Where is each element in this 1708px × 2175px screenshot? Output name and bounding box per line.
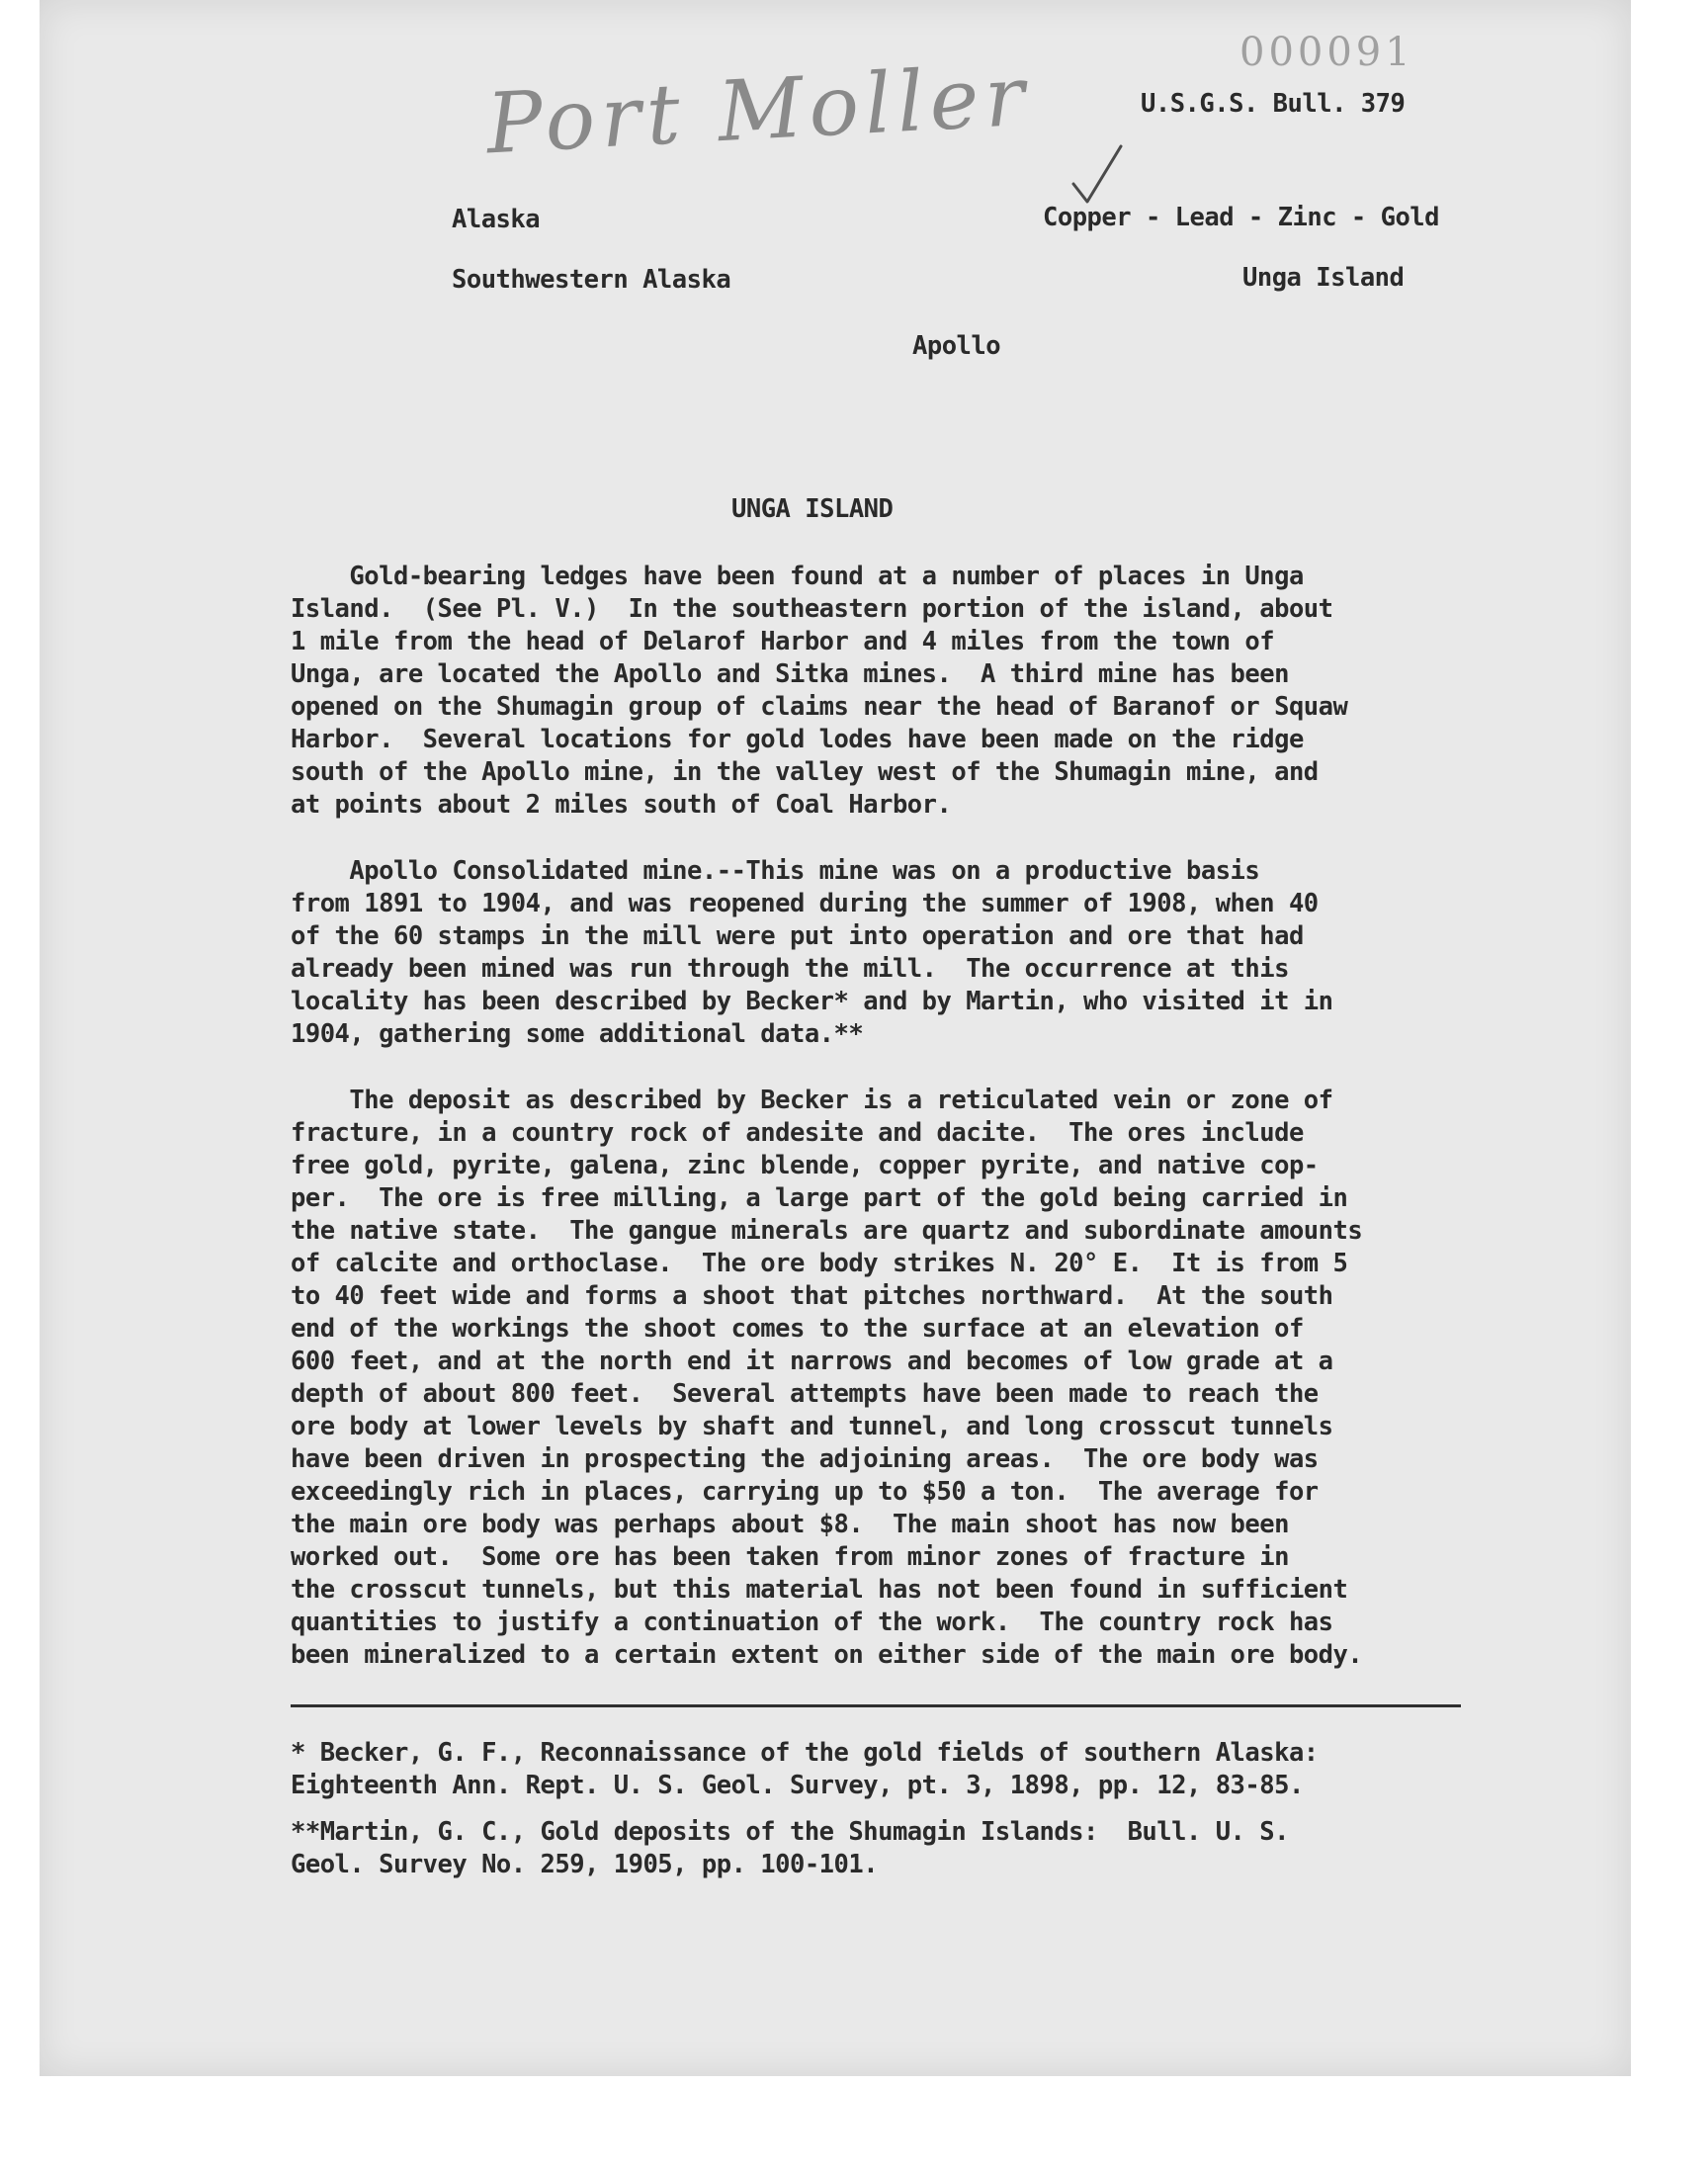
commodities-label: Copper - Lead - Zinc - Gold — [1043, 203, 1440, 232]
paragraph-line: the native state. The gangue minerals are quartz and subordinate amounts — [291, 1216, 1363, 1246]
paragraph-line: 1 mile from the head of Delarof Harbor and 4 miles from the town of — [291, 627, 1275, 656]
footnote-line: * Becker, G. F., Reconnaissance of the gold fields of southern Alaska: — [291, 1738, 1319, 1768]
paragraph-line: to 40 feet wide and forms a shoot that pitches northward. At the south — [291, 1281, 1333, 1311]
section-title: UNGA ISLAND — [731, 494, 894, 524]
paragraph-line: south of the Apollo mine, in the valley west of the Shumagin mine, and — [291, 757, 1319, 787]
region-label: Alaska — [452, 205, 541, 234]
check-mark-icon — [1069, 140, 1129, 208]
paragraph-line: Island. (See Pl. V.) In the southeastern portion of the island, about — [291, 594, 1333, 624]
paragraph-line: the main ore body was perhaps about $8. The main shoot has now been — [291, 1510, 1289, 1539]
paragraph-line: The deposit as described by Becker is a reticulated vein or zone of — [291, 1086, 1333, 1115]
paragraph-line: already been mined was run through the mill. The occurrence at this — [291, 954, 1289, 984]
footnote-divider — [291, 1704, 1461, 1707]
footnote-line: Geol. Survey No. 259, 1905, pp. 100-101. — [291, 1850, 879, 1879]
paragraph-line: quantities to justify a continuation of the work. The country rock has — [291, 1608, 1333, 1637]
paragraph-line: at points about 2 miles south of Coal Harbor. — [291, 790, 952, 820]
paragraph-line: Harbor. Several locations for gold lodes have been made on the ridge — [291, 725, 1304, 754]
paragraph-line: Apollo Consolidated mine.--This mine was on a productive basis — [291, 856, 1260, 886]
paragraph-line: the crosscut tunnels, but this material has not been found in sufficient — [291, 1575, 1348, 1605]
paragraph-line: exceedingly rich in places, carrying up to $50 a ton. The average for — [291, 1477, 1319, 1507]
paragraph-line: been mineralized to a certain extent on either side of the main ore body. — [291, 1640, 1363, 1670]
paragraph-line: fracture, in a country rock of andesite and dacite. The ores include — [291, 1118, 1304, 1148]
paragraph-line: Gold-bearing ledges have been found at a number of places in Unga — [291, 562, 1304, 591]
paragraph-line: depth of about 800 feet. Several attempts have been made to reach the — [291, 1379, 1319, 1409]
paragraph-line: have been driven in prospecting the adjoining areas. The ore body was — [291, 1444, 1319, 1474]
locality-label: Unga Island — [1242, 263, 1405, 293]
paragraph-line: 600 feet, and at the north end it narrows and becomes of low grade at a — [291, 1347, 1333, 1376]
paragraph-line: per. The ore is free milling, a large part of the gold being carried in — [291, 1183, 1348, 1213]
property-name: Apollo — [912, 331, 1001, 361]
paragraph-line: Unga, are located the Apollo and Sitka mines. A third mine has been — [291, 659, 1289, 689]
paragraph-line: free gold, pyrite, galena, zinc blende, copper pyrite, and native cop- — [291, 1151, 1319, 1180]
paragraph-line: of the 60 stamps in the mill were put into operation and ore that had — [291, 921, 1304, 951]
paragraph-line: end of the workings the shoot comes to the surface at an elevation of — [291, 1314, 1304, 1344]
footnote-line: **Martin, G. C., Gold deposits of the Shumagin Islands: Bull. U. S. — [291, 1817, 1289, 1847]
paragraph-line: of calcite and orthoclase. The ore body strikes N. 20° E. It is from 5 — [291, 1249, 1348, 1278]
handwritten-place-name: Port Moller — [483, 46, 1033, 173]
paragraph-line: locality has been described by Becker* and by Martin, who visited it in — [291, 987, 1333, 1016]
district-label: Southwestern Alaska — [452, 265, 731, 295]
paragraph-line: worked out. Some ore has been taken from minor zones of fracture in — [291, 1542, 1289, 1572]
paragraph-line: opened on the Shumagin group of claims near the head of Baranof or Squaw — [291, 692, 1348, 722]
paragraph-line: from 1891 to 1904, and was reopened during the summer of 1908, when 40 — [291, 889, 1319, 918]
paragraph-line: ore body at lower levels by shaft and tunnel, and long crosscut tunnels — [291, 1412, 1333, 1441]
handwritten-stamp-number: 000091 — [1239, 30, 1414, 75]
bulletin-reference: U.S.G.S. Bull. 379 — [1141, 89, 1406, 119]
footnote-line: Eighteenth Ann. Rept. U. S. Geol. Survey, pt. 3, 1898, pp. 12, 83-85. — [291, 1771, 1304, 1800]
paragraph-line: 1904, gathering some additional data.** — [291, 1019, 864, 1049]
